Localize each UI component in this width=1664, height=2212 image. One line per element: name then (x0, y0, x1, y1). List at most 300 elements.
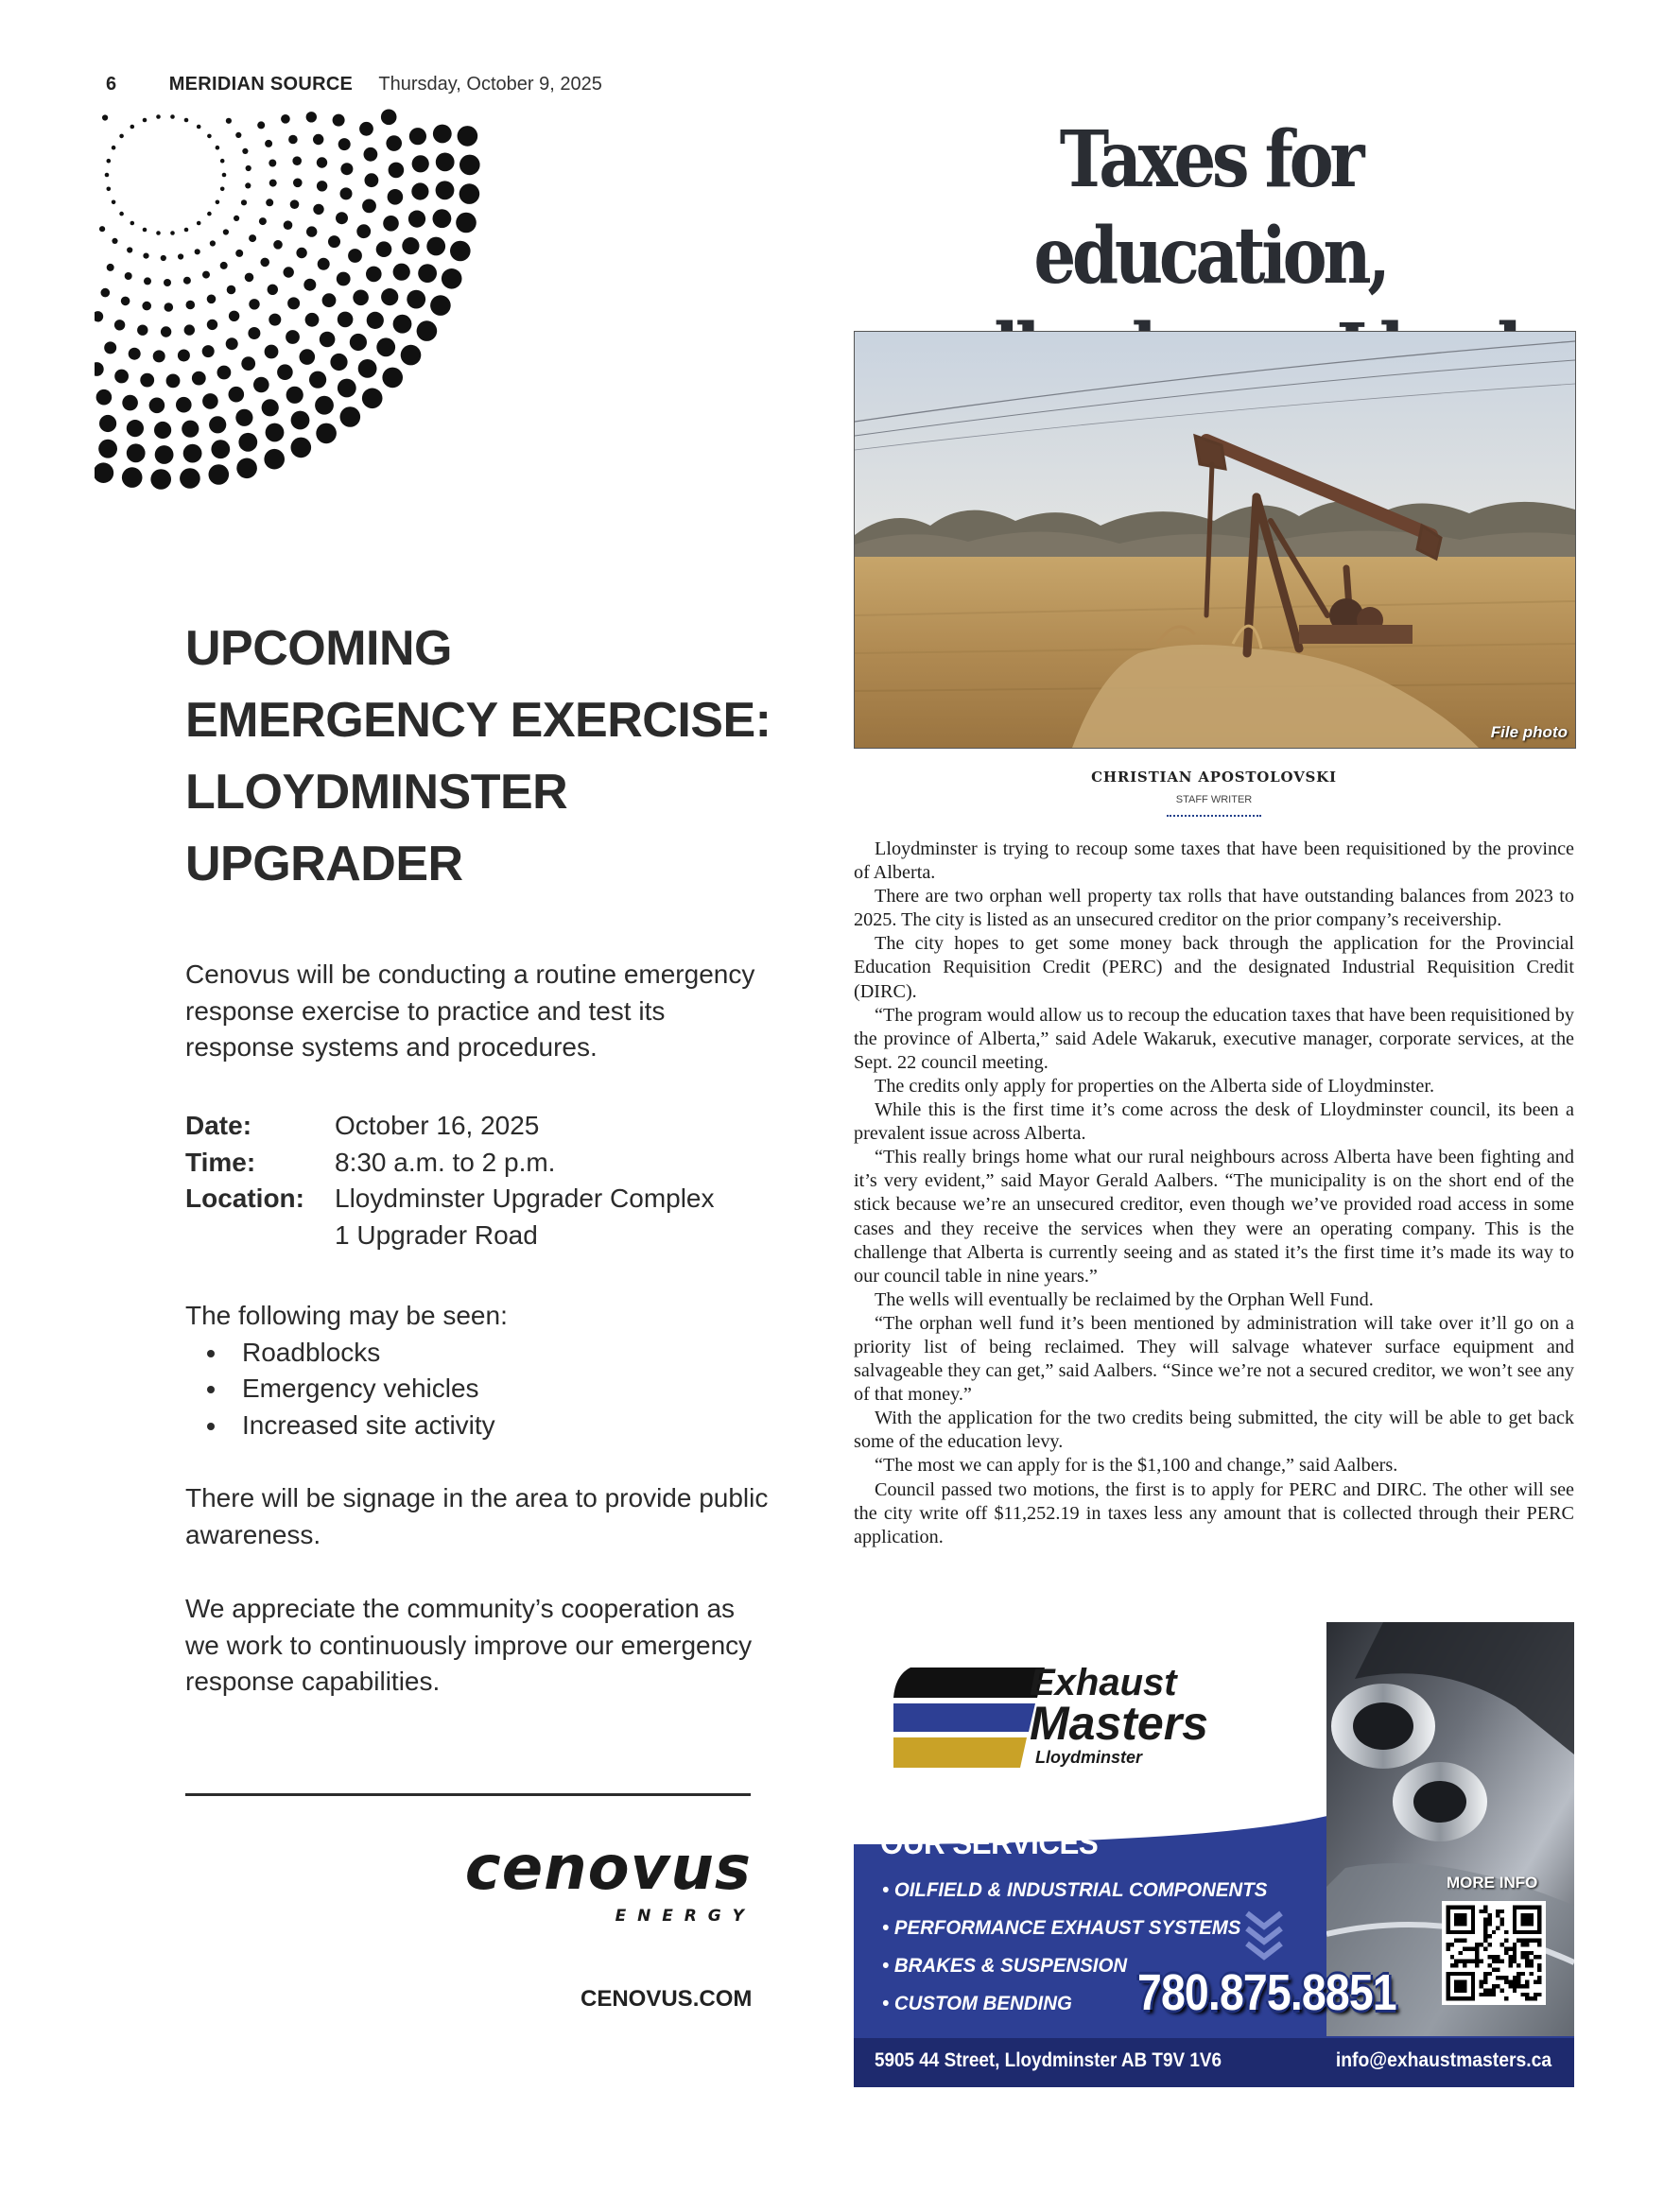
pattern-dot (365, 173, 379, 187)
qr-module (1521, 1943, 1525, 1946)
qr-module (1521, 1993, 1525, 1996)
qr-module (1483, 1910, 1487, 1913)
pattern-dot (386, 135, 402, 151)
pattern-dot (178, 253, 183, 259)
pattern-dot (338, 138, 351, 150)
issue-date: Thursday, October 9, 2025 (378, 74, 602, 95)
pattern-dot (268, 285, 278, 295)
pattern-dot (300, 349, 316, 365)
qr-module (1496, 1910, 1499, 1913)
qr-module (1525, 1980, 1529, 1984)
pattern-dot (211, 440, 230, 458)
qr-module (1500, 1988, 1504, 1992)
date-row (185, 1108, 715, 1145)
qr-module (1525, 1996, 1529, 2000)
article-paragraph: “The program would allow us to recoup the education taxes that have been requisitioned by the province of Alberta,” said Adele Wakaruk, executive manager, corporate services, at the Sept. 22 council meeting. (854, 1004, 1574, 1073)
article-paragraph: With the application for the two credits being submitted, the city will be able to get back some of the education levy. (854, 1408, 1574, 1453)
pattern-dot (356, 224, 371, 238)
pattern-dot (260, 258, 269, 268)
pattern-dot (95, 362, 104, 376)
pattern-dot (383, 216, 399, 232)
qr-module (1525, 1984, 1529, 1988)
pattern-dot (340, 163, 353, 175)
qr-module (1525, 1943, 1529, 1946)
pattern-dot (417, 320, 438, 341)
pattern-dot (246, 165, 251, 171)
pattern-dot (433, 125, 452, 144)
qr-module (1475, 1955, 1479, 1959)
pattern-dot (119, 134, 124, 139)
pattern-dot (456, 213, 477, 233)
pattern-dot (183, 444, 202, 463)
pattern-dot (269, 314, 281, 326)
qr-module (1525, 1960, 1529, 1963)
pattern-dot (229, 387, 245, 403)
pattern-dot (176, 397, 192, 413)
page-number: 6 (106, 74, 117, 95)
exhaust-masters-ad[interactable] (854, 1622, 1574, 2087)
pattern-dot (265, 345, 279, 359)
location-row (185, 1181, 715, 1218)
location-row-2 (185, 1218, 715, 1254)
cenovus-website[interactable]: CENOVUS.COM (581, 1986, 753, 2012)
pattern-dot (306, 226, 317, 236)
article-paragraph: “The orphan well fund it’s been mentioned by administration will take over it’ll go on a priority list of being reclaimed. They will salvage whatever surface equipment and salvageable they can get,” said Aalbers. “Since we’re not a secured creditor, we won’t see any of that money.” (854, 1312, 1574, 1406)
pattern-dot (143, 228, 147, 233)
pattern-dot (350, 334, 367, 351)
pattern-dot (99, 226, 105, 232)
pattern-dot (184, 118, 189, 123)
pattern-dot (149, 398, 165, 414)
qr-module (1513, 1955, 1517, 1959)
qr-module (1537, 1993, 1541, 1996)
exhaust-masters-wordmark (1030, 1664, 1208, 1766)
qr-module (1492, 1984, 1496, 1988)
pattern-dot (192, 372, 206, 386)
headline-line: UPCOMING (185, 621, 452, 676)
pattern-dot (292, 156, 302, 165)
brand-location: Lloydminster (1035, 1748, 1143, 1767)
pattern-dot (266, 199, 273, 206)
pattern-dot (161, 326, 171, 337)
pattern-dot (259, 217, 267, 225)
qr-module (1492, 1993, 1496, 1996)
pattern-dot (265, 140, 272, 147)
qr-module (1500, 1922, 1504, 1926)
qr-module (1483, 1993, 1487, 1996)
qr-module (1454, 1963, 1458, 1967)
pattern-dot (235, 409, 252, 426)
qr-module (1459, 1951, 1463, 1955)
qr-module (1517, 1984, 1520, 1988)
pattern-dot (112, 200, 116, 205)
pattern-dot (197, 221, 201, 226)
pattern-dot (241, 356, 255, 371)
time-row (185, 1145, 715, 1182)
pattern-dot (127, 247, 132, 252)
pattern-dot (130, 221, 135, 226)
qr-module (1496, 1926, 1499, 1929)
pattern-dot (317, 181, 327, 191)
pattern-dot (121, 297, 130, 306)
pattern-dot (107, 187, 112, 192)
qr-module (1454, 1913, 1466, 1926)
qr-module (1537, 1963, 1541, 1967)
qr-module (1521, 1972, 1525, 1976)
pattern-dot (170, 231, 175, 235)
qr-module (1525, 1993, 1529, 1996)
pattern-dot (207, 320, 217, 330)
pattern-dot (291, 411, 310, 430)
pattern-dot (229, 311, 239, 321)
qr-module (1492, 1930, 1496, 1934)
pattern-dot (202, 393, 218, 409)
location-address: 1 Upgrader Road (335, 1219, 538, 1250)
article-paragraph: The wells will eventually be reclaimed by the Orphan Well Fund. (875, 1288, 1374, 1310)
pattern-dot (436, 181, 455, 199)
exercise-details (185, 1108, 715, 1253)
qr-module (1483, 1934, 1487, 1938)
pattern-dot (127, 443, 146, 462)
author-byline: CHRISTIAN APOSTOLOVSKI (1091, 769, 1337, 786)
qr-module (1483, 1922, 1487, 1926)
contact-email[interactable]: info@exhaustmasters.ca (1335, 2049, 1551, 2071)
headline-line: EMERGENCY EXERCISE: (185, 693, 771, 748)
pattern-dot (125, 272, 132, 280)
pattern-dot (220, 159, 225, 164)
qr-module (1504, 1996, 1508, 2000)
logo-wordmark: cenovus (464, 1834, 752, 1904)
pattern-dot (182, 421, 199, 438)
pattern-dot (426, 237, 445, 256)
pattern-dot (389, 163, 405, 179)
appreciation-notice: We appreciate the community’s cooperation as we work to continuously improve our emergency response capabilities. (185, 1594, 753, 1696)
pattern-dot (284, 220, 293, 230)
pattern-dot (336, 212, 348, 224)
headline-line: LLOYDMINSTER (185, 765, 568, 820)
pattern-dot (408, 211, 425, 228)
cenovus-logo (435, 1834, 756, 1928)
qr-module (1525, 1939, 1529, 1943)
pattern-dot (257, 121, 265, 129)
qr-module (1496, 1913, 1499, 1917)
qr-module (1487, 1934, 1491, 1938)
pattern-dot (216, 146, 220, 150)
qr-module (1487, 1955, 1491, 1959)
qr-module (1492, 1967, 1496, 1971)
pattern-dot (317, 157, 327, 167)
qr-module (1483, 1980, 1487, 1984)
qr-module (1508, 1963, 1512, 1967)
pattern-dot (266, 423, 285, 442)
pattern-dot (296, 248, 306, 258)
qr-module (1487, 1918, 1491, 1922)
qr-module (1529, 1960, 1533, 1963)
qr-module (1496, 1960, 1499, 1963)
pattern-dot (207, 134, 212, 139)
qr-module (1459, 1939, 1463, 1943)
signage-notice: There will be signage in the area to provide public awareness. (185, 1483, 769, 1549)
qr-module (1508, 1955, 1512, 1959)
pattern-dot (436, 153, 455, 172)
pattern-dot (353, 290, 369, 306)
pattern-dot (235, 250, 243, 257)
service-item: • PERFORMANCE EXHAUST SYSTEMS (882, 1909, 1267, 1946)
pattern-dot (364, 147, 378, 162)
services-title: OUR SERVICES (880, 1825, 1099, 1861)
pattern-dot (144, 277, 151, 285)
qr-module (1513, 1960, 1517, 1963)
qr-module (1534, 1939, 1537, 1943)
pattern-dot (409, 128, 426, 145)
pattern-dot (186, 301, 196, 310)
qr-module (1513, 1951, 1517, 1955)
brand-line-1: Exhaust (1030, 1662, 1177, 1703)
pattern-dot (450, 241, 471, 262)
qr-module (1504, 1946, 1508, 1950)
shop-address: 5905 44 Street, Lloydminster AB T9V 1V6 (875, 2049, 1222, 2071)
pattern-dot (315, 396, 334, 415)
qr-module (1513, 1984, 1517, 1988)
date-label: Date: (185, 1111, 252, 1140)
pattern-dot (393, 315, 412, 334)
qr-module (1504, 1980, 1508, 1984)
pattern-dot (156, 231, 161, 235)
pattern-dot (359, 122, 373, 136)
pattern-dot (150, 469, 171, 490)
location-label: Location: (185, 1184, 304, 1213)
pattern-dot (281, 114, 290, 124)
may-be-seen-section (185, 1298, 508, 1443)
qr-module (1521, 1984, 1525, 1988)
pattern-dot (313, 134, 323, 145)
qr-module (1487, 1913, 1491, 1917)
photo-credit: File photo (1490, 723, 1568, 741)
qr-module (1454, 1960, 1458, 1963)
pattern-dot (242, 148, 248, 154)
qr-module (1504, 1951, 1508, 1955)
pattern-dot (222, 173, 227, 178)
pattern-dot (226, 337, 238, 350)
qr-module (1454, 1980, 1466, 1993)
qr-module (1529, 1963, 1533, 1967)
qr-module (1475, 1951, 1479, 1955)
qr-module (1513, 1976, 1517, 1979)
article-paragraph: The city hopes to get some money back through the application for the Provincial Education Requisition Credit (PERC) and the designated Industrial Requisition Credit (DIRC). (854, 933, 1574, 1002)
service-item: • CUSTOM BENDING (882, 1984, 1267, 2022)
pattern-dot (328, 235, 340, 248)
qr-module (1480, 1980, 1483, 1984)
qr-module (1529, 1939, 1533, 1943)
pattern-dot (376, 337, 395, 356)
brand-line-2: Masters (1030, 1697, 1208, 1750)
divider (185, 1793, 751, 1796)
exercise-intro: Cenovus will be conducting a routine emergency response exercise to practice and test its response systems and procedures. (185, 959, 755, 1062)
pattern-dot (291, 438, 312, 458)
qr-module (1513, 1943, 1517, 1946)
qr-module (1483, 1939, 1487, 1943)
pattern-dot (235, 132, 241, 138)
qr-module (1521, 1939, 1525, 1943)
pattern-dot (180, 468, 200, 489)
pattern-dot (241, 199, 247, 205)
pattern-dot (161, 255, 166, 261)
qr-module (1475, 1963, 1479, 1967)
pattern-dot (154, 422, 171, 439)
pattern-dot (223, 229, 229, 234)
pattern-dot (287, 297, 300, 309)
pattern-dot (236, 458, 257, 479)
pattern-dot (305, 313, 320, 327)
pattern-dot (202, 345, 215, 357)
qr-module (1463, 1960, 1466, 1963)
qr-module (1508, 1960, 1512, 1963)
pattern-dot (209, 416, 226, 433)
pattern-dot (227, 285, 236, 295)
exhaust-masters-flag-logo (893, 1668, 1045, 1770)
qr-module (1487, 1963, 1491, 1967)
qr-module (1487, 1922, 1491, 1926)
article-paragraph: “The most we can apply for is the $1,100 and change,” said Aalbers. (875, 1455, 1398, 1477)
qr-module (1483, 1946, 1487, 1950)
article-paragraph: There are two orphan well property tax rolls that have outstanding balances from 2023 to 2025. The city is listed as an unsecured creditor on the prior company’s receivership. (854, 886, 1574, 931)
pattern-dot (362, 199, 376, 214)
pumpjack-illustration (855, 332, 1575, 748)
qr-module (1517, 1939, 1520, 1943)
qr-module (1500, 1960, 1504, 1963)
pattern-dot (127, 420, 144, 437)
pattern-dot (183, 277, 191, 285)
qr-module (1463, 1946, 1466, 1950)
qr-module (1537, 1967, 1541, 1971)
qr-module (1483, 1988, 1487, 1992)
qr-module (1480, 1993, 1483, 1996)
pattern-dot (288, 135, 298, 145)
pattern-dot (433, 209, 452, 228)
pattern-dot (382, 368, 403, 389)
phone-number[interactable]: 780.875.8851 (1137, 1964, 1396, 2021)
qr-module (1537, 1955, 1541, 1959)
pattern-dot (156, 114, 161, 119)
qr-module (1483, 1976, 1487, 1979)
qr-module (1521, 1955, 1525, 1959)
list-item: • Emergency vehicles (229, 1371, 508, 1408)
pattern-dot (99, 415, 116, 432)
qr-module (1513, 1946, 1517, 1950)
qr-module (1534, 1993, 1537, 1996)
qr-module (1517, 1980, 1520, 1984)
pattern-dot (306, 112, 317, 122)
list-item: • Roadblocks (229, 1335, 508, 1372)
qr-module (1487, 1988, 1491, 1992)
pattern-dot (313, 204, 323, 215)
pattern-dot (322, 293, 337, 307)
qr-module (1500, 1976, 1504, 1979)
may-be-seen-intro: The following may be seen: (185, 1301, 508, 1330)
location-value: Lloydminster Upgrader Complex (335, 1184, 715, 1213)
qr-module (1496, 1984, 1499, 1988)
pattern-dot (166, 374, 181, 389)
qr-module (1504, 1930, 1508, 1934)
pattern-dot (234, 216, 239, 221)
pattern-dot (164, 279, 171, 286)
qr-module (1525, 1963, 1529, 1967)
pattern-dot (411, 182, 428, 199)
pattern-dot (330, 354, 347, 371)
pattern-dot (318, 258, 330, 270)
pattern-dot (284, 267, 294, 277)
pattern-dot (248, 327, 260, 339)
qr-module (1525, 1951, 1529, 1955)
pattern-dot (249, 234, 256, 242)
pattern-dot (184, 324, 195, 335)
qr-module (1487, 1993, 1491, 1996)
pattern-dot (340, 406, 361, 427)
qr-module (1450, 1955, 1454, 1959)
qr-module (1517, 1972, 1520, 1976)
article-photo (854, 331, 1576, 749)
qr-module (1504, 1976, 1508, 1979)
pattern-dot (114, 370, 129, 384)
author-role: STAFF WRITER (1175, 794, 1253, 805)
qr-module (1480, 1943, 1483, 1946)
pattern-dot (316, 423, 337, 444)
qr-module (1487, 1972, 1491, 1976)
pattern-dot (367, 312, 384, 329)
pattern-dot (226, 118, 232, 124)
pattern-dot (348, 249, 362, 263)
pattern-dot (407, 290, 425, 309)
pattern-dot (388, 189, 404, 205)
pattern-dot (217, 366, 232, 380)
qr-module (1450, 1943, 1454, 1946)
pattern-dot (245, 182, 251, 188)
pattern-dot (264, 449, 285, 470)
dot-pattern-graphic (95, 109, 539, 544)
pattern-dot (320, 332, 336, 348)
qr-module (1537, 1976, 1541, 1979)
emergency-exercise-headline (185, 613, 790, 900)
pattern-dot (207, 212, 212, 216)
qr-code[interactable] (1442, 1901, 1546, 2005)
pattern-dot (112, 146, 116, 150)
qr-module (1537, 1939, 1541, 1943)
qr-module (1496, 1976, 1499, 1979)
chevron-down-icon (1241, 1908, 1287, 1961)
pattern-dot (293, 179, 303, 188)
pattern-dot (96, 389, 113, 406)
pattern-dot (412, 155, 429, 172)
pattern-dot (262, 399, 279, 416)
qr-module (1500, 1918, 1504, 1922)
qr-module (1480, 1984, 1483, 1988)
pattern-dot (238, 433, 257, 452)
qr-module (1508, 1984, 1512, 1988)
pattern-dot (142, 302, 151, 311)
pattern-dot (195, 249, 200, 254)
qr-module (1466, 1960, 1470, 1963)
list-item: • Increased site activity (229, 1408, 508, 1444)
pattern-dot (459, 155, 480, 176)
qr-module (1492, 1955, 1496, 1959)
qr-module (1529, 1996, 1533, 2000)
pattern-dot (105, 173, 110, 178)
qr-module (1513, 1980, 1517, 1984)
qr-module (1492, 1960, 1496, 1963)
pattern-dot (340, 187, 353, 199)
pattern-dot (458, 126, 478, 147)
qr-module (1475, 1946, 1479, 1950)
